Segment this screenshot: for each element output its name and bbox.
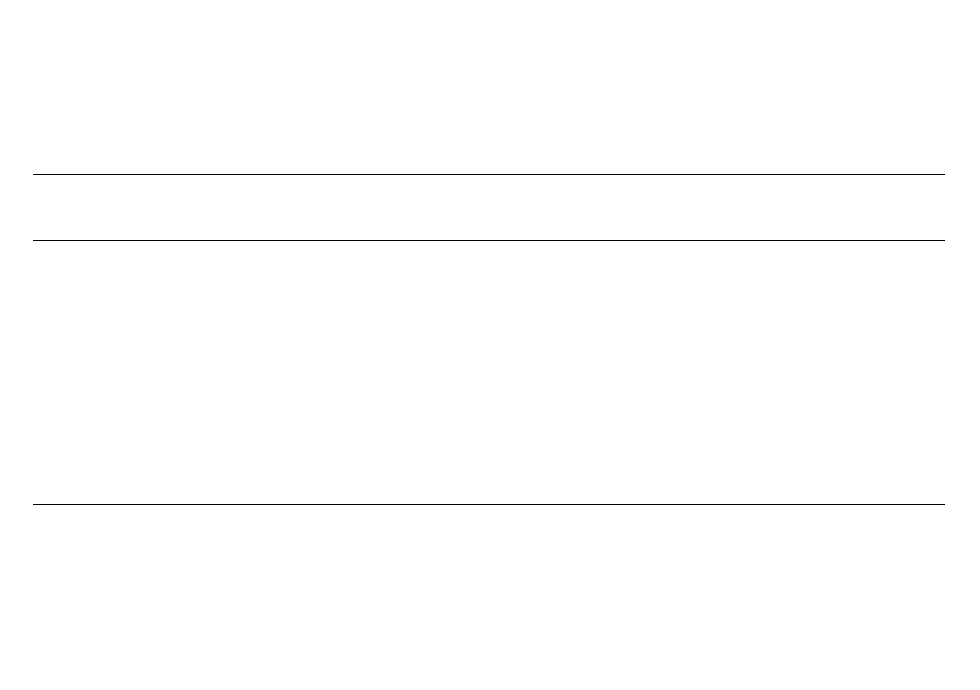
table-top-rule xyxy=(33,174,945,175)
table-bottom-rule xyxy=(33,504,945,505)
table-header-rule xyxy=(33,240,945,241)
